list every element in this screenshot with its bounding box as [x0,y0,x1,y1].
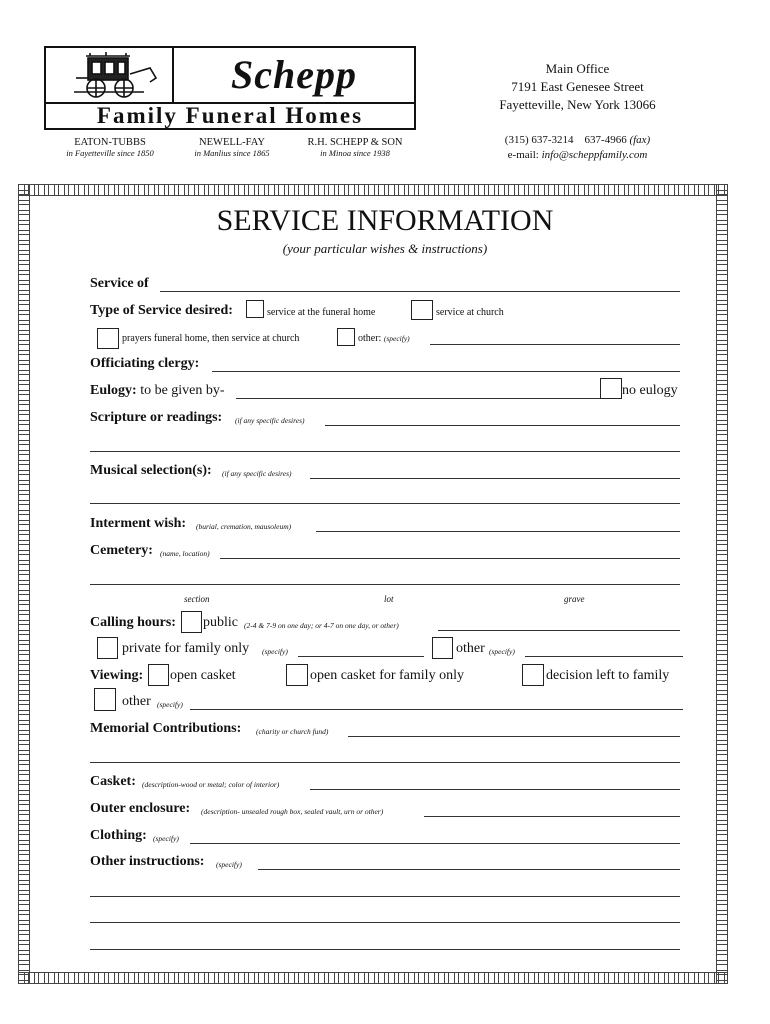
church-option: service at church [436,307,504,318]
memorial-field-1[interactable] [348,736,680,737]
musical-field-2[interactable] [90,503,680,504]
outer-enclosure-field[interactable] [424,816,680,817]
scripture-label: Scripture or readings: [90,410,223,425]
main-office-address: Main Office 7191 East Genesee Street Fayetteville, New York 13066 [499,61,656,112]
service-of-field[interactable] [160,291,680,292]
prayers-checkbox[interactable] [97,328,119,349]
open-casket-family-checkbox[interactable] [286,664,308,686]
memorial-label: Memorial Contributions: [90,721,242,736]
logo [44,46,416,130]
section-label: section [184,594,210,604]
eulogy-field[interactable] [236,398,600,399]
branch-newell-fay: NEWELL-FAY in Manlius since 1865 [194,137,270,158]
interment-field[interactable] [316,531,680,532]
public-option: public [203,615,238,630]
other-instructions-field-1[interactable] [258,869,680,870]
brand-name: Schepp [231,52,357,97]
other-instructions-specify: (specify) [216,860,242,869]
other-viewing-checkbox[interactable] [94,688,116,711]
border-left [18,184,30,984]
interment-label: Interment wish: [90,516,187,531]
viewing-label: Viewing: [90,668,144,683]
border-top [18,184,728,196]
memorial-hint: (charity or church fund) [256,727,329,736]
musical-field-1[interactable] [310,478,680,479]
hearse-carriage-icon [46,48,174,102]
scripture-hint: (if any specific desires) [235,416,305,425]
other-instructions-field-4[interactable] [90,949,680,950]
funeral-home-option: service at the funeral home [267,307,376,318]
interment-hint: (burial, cremation, mausoleum) [196,522,292,531]
other-calling-field[interactable] [525,656,683,657]
clothing-field[interactable] [190,843,680,844]
private-family-field[interactable] [298,656,424,657]
open-casket-family-option: open casket for family only [310,668,464,683]
private-family-checkbox[interactable] [97,637,118,659]
no-eulogy-option: no eulogy [622,383,678,398]
decision-family-checkbox[interactable] [522,664,544,686]
musical-label: Musical selection(s): [90,463,212,478]
open-casket-option: open casket [170,668,236,683]
branch-eaton-tubbs: EATON-TUBBS in Fayetteville since 1850 [66,137,154,158]
form-subtitle: (your particular wishes & instructions) [282,241,488,256]
casket-hint: (description-wood or metal; color of interior) [142,780,280,789]
memorial-field-2[interactable] [90,762,680,763]
private-family-specify: (specify) [262,647,288,656]
contact-info: (315) 637-3214 637-4966 (fax) e-mail: info@scheppfamily.com [504,134,651,161]
officiating-label: Officiating clergy: [90,356,200,371]
prayers-option: prayers funeral home, then service at church [122,333,300,344]
email-link[interactable]: info@scheppfamily.com [541,149,648,161]
other-viewing-specify: (specify) [157,700,183,709]
public-hint: (2-4 & 7-9 on one day; or 4-7 on one day, or other) [244,621,399,630]
casket-field[interactable] [310,789,680,790]
other-service-checkbox[interactable] [337,328,355,346]
form-title: SERVICE INFORMATION [216,204,554,237]
other-service-field[interactable] [430,344,680,345]
other-calling-checkbox[interactable] [432,637,453,659]
clothing-label: Clothing: [90,828,147,843]
scripture-field-2[interactable] [90,451,680,452]
public-field[interactable] [438,630,680,631]
cemetery-field-2[interactable] [90,584,680,585]
grave-label: grave [564,594,585,604]
casket-label: Casket: [90,774,136,789]
border-right [716,184,728,984]
other-service-label: other: (specify) [358,333,410,344]
border-bottom [18,972,728,984]
other-instructions-field-2[interactable] [90,896,680,897]
decision-family-option: decision left to family [546,668,670,683]
outer-enclosure-hint: (description- unsealed rough box, sealed vault, urn or other) [201,807,384,816]
cemetery-label: Cemetery: [90,543,153,558]
other-calling-option: other [456,641,485,656]
service-of-label: Service of [90,276,149,291]
no-eulogy-checkbox[interactable] [600,378,622,399]
other-instructions-field-3[interactable] [90,922,680,923]
officiating-field[interactable] [212,371,680,372]
funeral-home-checkbox[interactable] [246,300,264,318]
scripture-field-1[interactable] [325,425,680,426]
other-viewing-option: other [122,694,151,709]
musical-hint: (if any specific desires) [222,469,292,478]
church-checkbox[interactable] [411,300,433,320]
clothing-specify: (specify) [153,834,179,843]
cemetery-hint: (name, location) [160,549,210,558]
cemetery-field-1[interactable] [220,558,680,559]
branch-rh-schepp: R.H. SCHEPP & SON in Minoa since 1938 [307,137,403,158]
lot-label: lot [384,594,394,604]
outer-enclosure-label: Outer enclosure: [90,801,191,816]
type-of-service-label: Type of Service desired: [90,303,233,318]
brand-subtitle: Family Funeral Homes [46,102,414,128]
private-family-option: private for family only [122,641,250,656]
public-checkbox[interactable] [181,611,202,633]
calling-hours-label: Calling hours: [90,615,176,630]
eulogy-label: Eulogy: to be given by- [90,383,225,398]
other-calling-specify: (specify) [489,647,515,656]
other-instructions-label: Other instructions: [90,854,205,869]
open-casket-checkbox[interactable] [148,664,169,686]
other-viewing-field[interactable] [190,709,683,710]
